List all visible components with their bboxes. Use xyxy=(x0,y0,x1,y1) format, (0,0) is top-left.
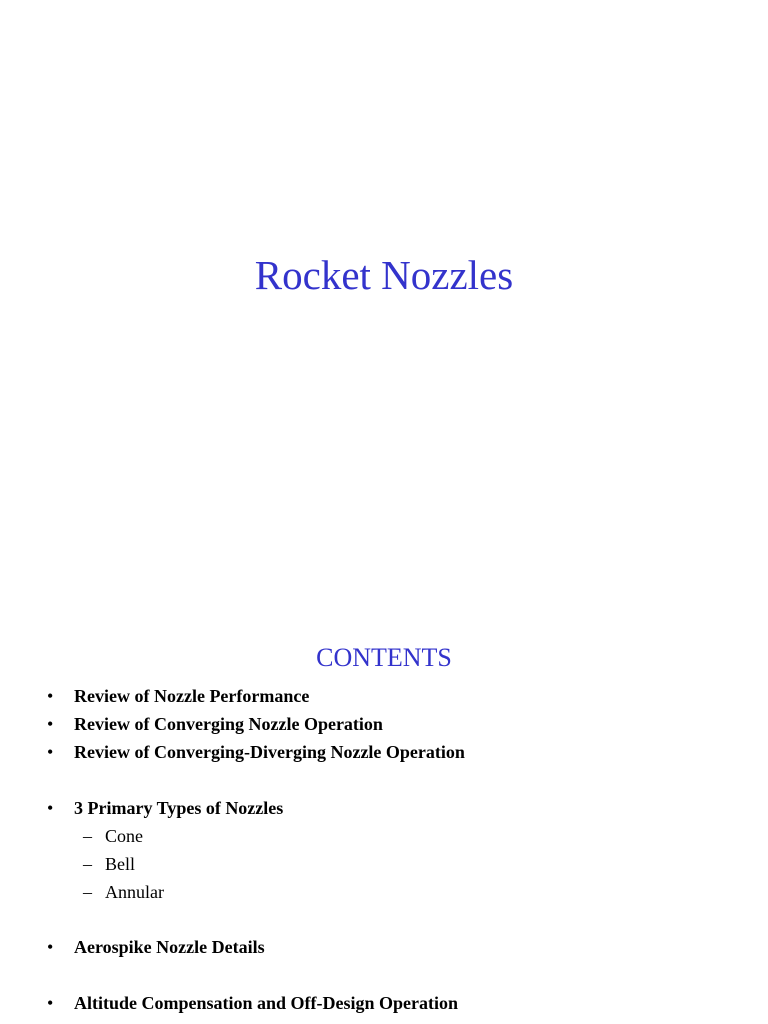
contents-item-label: 3 Primary Types of Nozzles xyxy=(74,798,284,818)
contents-subitem-label: Bell xyxy=(105,854,135,874)
dash-marker: – xyxy=(83,882,92,902)
bullet-marker: • xyxy=(47,798,54,818)
contents-item xyxy=(47,992,458,1014)
contents-item-label: Review of Nozzle Performance xyxy=(74,686,310,706)
contents-item-label: Review of Converging-Diverging Nozzle Operation xyxy=(74,742,465,762)
contents-item xyxy=(47,713,383,735)
contents-subitem xyxy=(83,881,164,903)
contents-subitem-label: Cone xyxy=(105,826,143,846)
contents-item xyxy=(47,685,309,707)
contents-item-label: Aerospike Nozzle Details xyxy=(74,937,265,957)
contents-subitem-label: Annular xyxy=(105,882,164,902)
contents-item-label: Review of Converging Nozzle Operation xyxy=(74,714,383,734)
contents-item xyxy=(47,741,465,763)
bullet-marker: • xyxy=(47,714,54,734)
contents-heading: CONTENTS xyxy=(316,643,452,672)
slide-title: Rocket Nozzles xyxy=(254,252,514,298)
bullet-marker: • xyxy=(47,742,54,762)
bullet-marker: • xyxy=(47,937,54,957)
contents-subitem xyxy=(83,825,143,847)
contents-subitem xyxy=(83,853,135,875)
bullet-marker: • xyxy=(47,993,54,1013)
contents-item-label: Altitude Compensation and Off-Design Operation xyxy=(74,993,459,1013)
contents-item xyxy=(47,797,283,819)
dash-marker: – xyxy=(83,826,92,846)
bullet-marker: • xyxy=(47,686,54,706)
dash-marker: – xyxy=(83,854,92,874)
contents-item xyxy=(47,936,265,958)
